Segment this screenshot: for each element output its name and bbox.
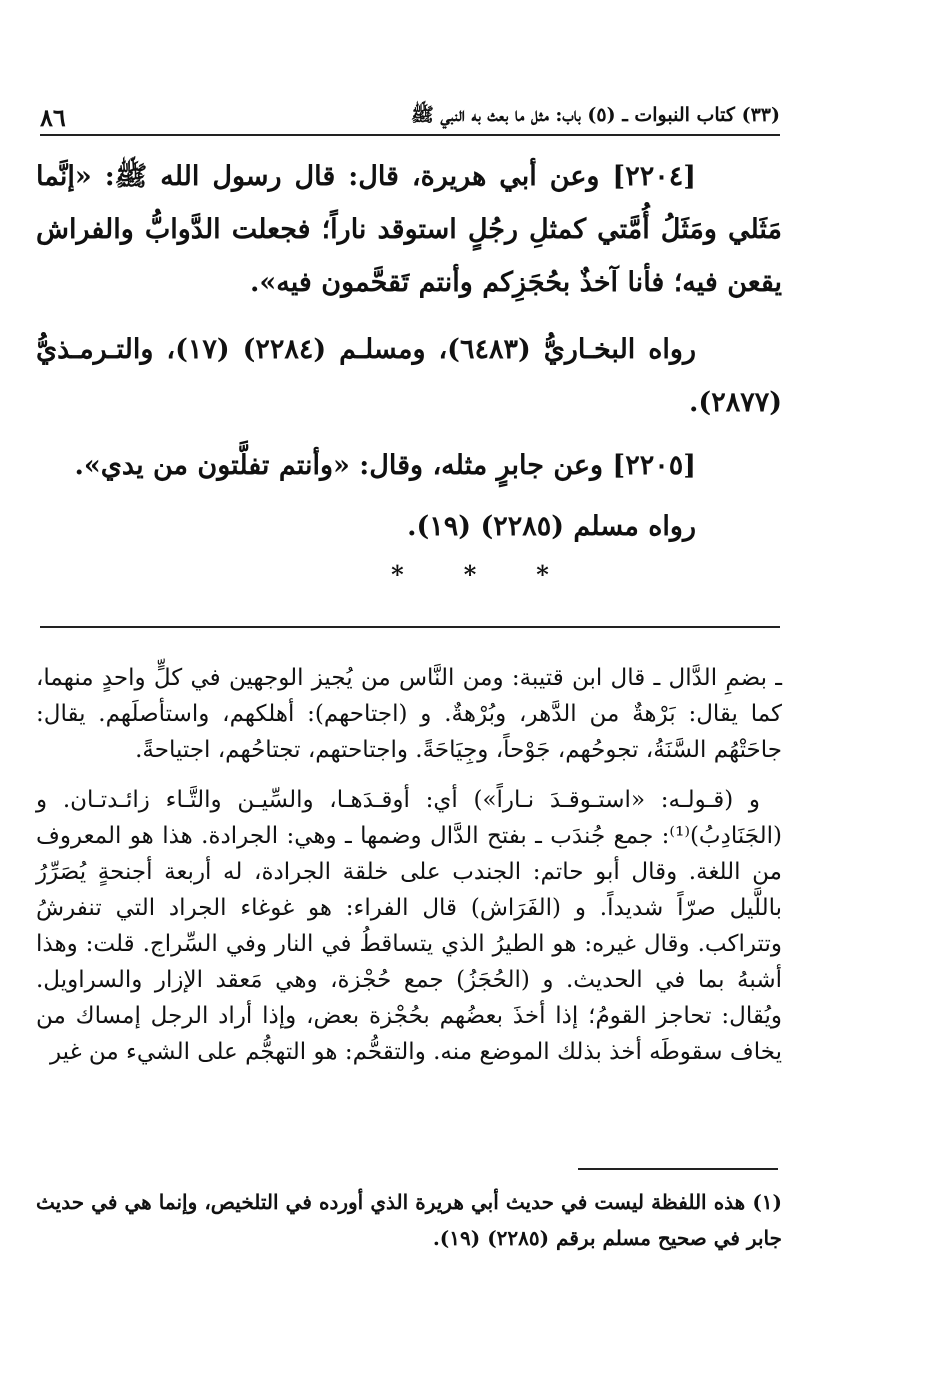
footnote-divider: [578, 1168, 778, 1170]
commentary-paragraph: ـ بضمِ الدَّال ـ قال ابن قتيبة: ومن النَّاس من يُجيز الوجهين في كلٍّ واحدٍ منهما، كما يقال: بَرْهةٌ من الدَّهر، وبُرْهةٌ. و (اجتاحهم): أهلكهم، واستأصلَهم. يقال: جاحَتْهُم السَّنَةُ، تجوحُهم، جَوْحاً، وجِيَاحَةً. واجتاحتهم، تجتاحُهم، اجتياحةً.: [36, 665, 782, 763]
main-text: [36, 150, 782, 553]
separator-star: *: [536, 560, 549, 589]
hadith-2205-reference: رواه مسلم (٢٢٨٥) (١٩).: [407, 511, 696, 542]
hadith-2204-reference: رواه البخـاريُّ (٦٤٨٣)، ومسلـم (٢٢٨٤) (١٧)، والتـرمـذيُّ (٢٨٧٧).: [36, 334, 782, 418]
page-header: [40, 100, 780, 136]
section-separator: [0, 560, 940, 590]
page-number: ٨٦: [40, 102, 66, 132]
commentary-paragraph: و (قـولـه: «استـوقـدَ نـاراً») أي: أوقـدَهـا، والسِّيـن والتَّـاء زائـدتـان. و (الجَنَادِبُ)⁽¹⁾: جمع جُندَب ـ بفتح الدَّال وضمها ـ وهي: الجرادة. هذا هو المعروف من اللغة. وقال أبو حاتم: الجندب على خلقة الجرادة، له أربعة أجنحةٍ يُصَرِّرُ باللَّيل صرّاً شديداً. و (الفَرَاش) قال الفراء: هو غوغاء الجراد التي تنفرشُ وتتراكب. وقال غيره: هو الطيرُ الذي يتساقطُ في النار وفي السِّراج. قلت: وهذا أشبهُ بما في الحديث. و (الحُجَزُ) جمع حُجْزة، وهي مَعقد الإزار والسراويل. ويُقال: تحاجز القومُ؛ إذا أخذَ بعضُهم بحُجْزة بعض، وإذا أراد الرجل إمساك من يخاف سقوطَه أخذ بذلك الموضع منه. والتقحُّم: هو التهجُّم على الشيء من غير: [36, 787, 782, 1065]
footnote-text: (١) هذه اللفظة ليست في حديث أبي هريرة الذي أورده في التلخيص، وإنما هي في حديث جابر في صحيح مسلم برقم (٢٢٨٥) (١٩).: [36, 1190, 782, 1250]
hadith-2204: [٢٢٠٤] وعن أبي هريرة، قال: قال رسول الله ﷺ: «إنَّما مَثَلي ومَثَلُ أُمَّتي كمثلِ رجُلٍ استوقد ناراً؛ فجعلت الدَّوابُّ والفراش يقعن فيه؛ فأنا آخذٌ بحُجَزِكم وأنتم تَقحَّمون فيه».: [36, 161, 782, 298]
commentary-divider: [40, 626, 780, 628]
footnote: [36, 1184, 782, 1256]
hadith-2205: [٢٢٠٥] وعن جابرٍ مثله، وقال: «وأنتم تفلَّتون من يدي».: [74, 450, 696, 481]
commentary: [36, 660, 782, 1070]
separator-star: *: [391, 560, 404, 589]
running-head: (٣٣) كتاب النبوات ـ (٥) باب: مثل ما بعث به النبي ﷺ: [410, 104, 780, 126]
separator-star: *: [463, 560, 477, 589]
